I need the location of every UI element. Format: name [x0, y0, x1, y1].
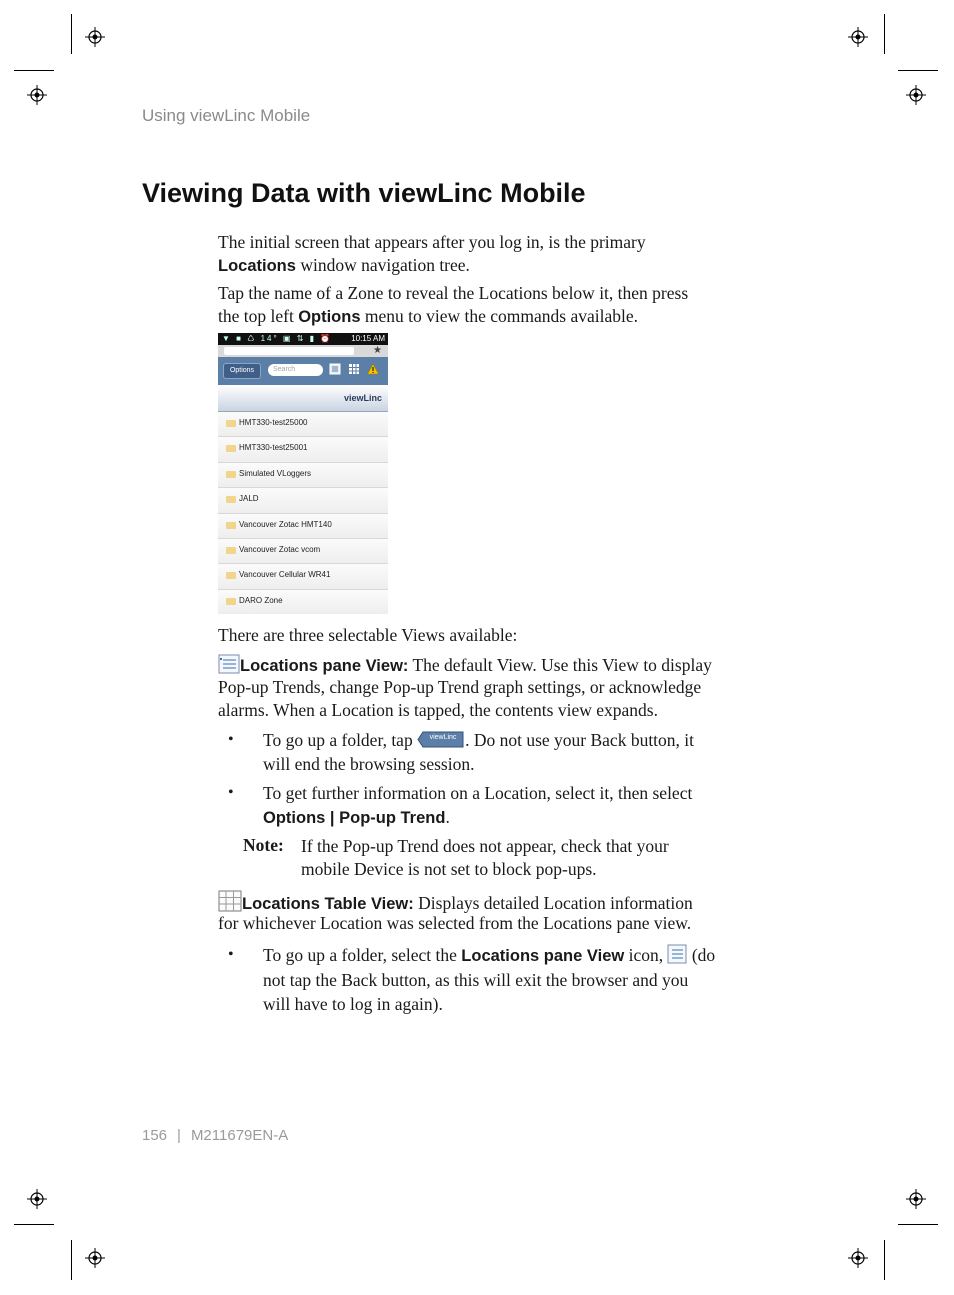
pane-view-icon	[667, 944, 687, 964]
location-label: Vancouver Zotac HMT140	[239, 519, 332, 529]
views-intro: There are three selectable Views available:	[218, 625, 518, 645]
status-icons: ▼ ■ ♺ 14° ▣ ⇅ ▮ ⏰	[222, 334, 333, 343]
pane-view-description	[218, 654, 778, 722]
pane-bullet-2	[263, 781, 763, 830]
intro-text: The initial screen that appears after you log in, is the primary	[218, 232, 646, 252]
location-row[interactable]	[218, 590, 388, 614]
registration-mark-icon	[27, 1189, 47, 1209]
brand-bar	[218, 385, 388, 412]
status-bar	[218, 333, 388, 345]
bullet-text: will end the browsing session.	[263, 754, 475, 774]
folder-icon	[226, 445, 236, 452]
crop-line	[71, 1240, 72, 1280]
location-row[interactable]	[218, 564, 388, 589]
crop-line	[898, 1224, 938, 1225]
folder-icon	[226, 547, 236, 554]
location-row[interactable]	[218, 437, 388, 462]
viewlinc-button-label: viewLinc	[429, 734, 457, 741]
bullet-text: icon,	[624, 945, 668, 965]
document-id: M211679EN-A	[190, 1127, 289, 1144]
location-row[interactable]	[218, 539, 388, 564]
pane-view-text: Pop-up Trends, change Pop-up Trend graph settings, or acknowledge	[218, 677, 702, 697]
location-label: DARO Zone	[239, 595, 283, 605]
pane-bullet-1	[263, 728, 763, 776]
registration-mark-icon	[906, 85, 926, 105]
location-row[interactable]	[218, 412, 388, 437]
bullet-marker: •	[228, 946, 234, 963]
folder-icon	[226, 420, 236, 427]
registration-mark-icon	[85, 1248, 105, 1268]
folder-icon	[226, 598, 236, 605]
table-view-label: Locations Table View:	[242, 895, 414, 913]
bullet-text: not tap the Back button, as this will exit the browser and you	[263, 970, 689, 990]
location-label: HMT330-test25001	[239, 443, 308, 453]
pane-view-icon[interactable]	[329, 363, 341, 375]
note-text	[301, 835, 761, 881]
folder-icon	[226, 572, 236, 579]
pane-view-label: Locations pane View:	[240, 657, 409, 675]
folder-icon	[226, 471, 236, 478]
footer-separator: |	[177, 1127, 181, 1144]
folder-icon	[226, 496, 236, 503]
page-title: Viewing Data with viewLinc Mobile	[142, 178, 586, 208]
crop-line	[14, 1224, 54, 1225]
bullet-text: .	[445, 807, 450, 827]
registration-mark-icon	[27, 85, 47, 105]
table-view-icon	[218, 890, 242, 912]
options-button[interactable]: Options	[223, 363, 261, 379]
crop-line	[71, 14, 72, 54]
intro-paragraph-2	[218, 282, 778, 329]
address-bar[interactable]	[218, 345, 388, 357]
crop-line	[884, 14, 885, 54]
locations-list	[218, 412, 388, 614]
bold-term: Locations	[218, 257, 296, 275]
registration-mark-icon	[85, 27, 105, 47]
location-row[interactable]	[218, 463, 388, 488]
location-label: JALD	[239, 494, 259, 504]
note-line: mobile Device is not set to block pop-ups.	[301, 859, 597, 879]
bullet-text: (do	[687, 945, 716, 965]
bullet-text: will have to log in again).	[263, 994, 443, 1014]
star-icon[interactable]: ★	[373, 345, 382, 356]
bullet-text: To get further information on a Location, select it, then select	[263, 783, 693, 803]
url-field[interactable]	[224, 347, 354, 355]
pane-view-icon	[218, 654, 240, 674]
bullet-marker: •	[228, 784, 234, 801]
registration-mark-icon	[906, 1189, 926, 1209]
folder-icon	[226, 522, 236, 529]
location-row[interactable]	[218, 488, 388, 513]
table-view-text: Displays detailed Location information	[413, 893, 693, 913]
intro-paragraph-1	[218, 231, 778, 278]
table-bullet-1	[263, 943, 763, 1016]
bold-term: Locations pane View	[461, 947, 625, 965]
location-label: Vancouver Zotac vcom	[239, 544, 321, 554]
running-header: Using viewLinc Mobile	[142, 106, 311, 125]
viewlinc-back-button[interactable]	[417, 731, 465, 748]
table-view-description	[218, 890, 778, 935]
registration-mark-icon	[848, 1248, 868, 1268]
intro-text: window navigation tree.	[295, 255, 470, 275]
pane-view-text: The default View. Use this View to display	[408, 655, 712, 675]
crop-line	[884, 1240, 885, 1280]
intro-text: menu to view the commands available.	[360, 306, 639, 326]
bullet-text: To go up a folder, select the	[263, 945, 462, 965]
brand-logo: viewLinc	[343, 393, 382, 403]
status-time: 10:15 AM	[351, 334, 385, 343]
location-label: HMT330-test25000	[239, 418, 308, 427]
pane-view-text: alarms. When a Location is tapped, the contents view expands.	[218, 700, 658, 720]
mobile-screenshot	[218, 333, 388, 614]
app-toolbar	[218, 357, 388, 385]
note-line: If the Pop-up Trend does not appear, check that your	[301, 836, 669, 856]
bold-term: Options	[298, 308, 361, 326]
table-view-icon[interactable]	[348, 363, 360, 375]
location-label: Vancouver Cellular WR41	[239, 570, 331, 580]
crop-line	[898, 70, 938, 71]
location-label: Simulated VLoggers	[239, 468, 312, 478]
intro-text: Tap the name of a Zone to reveal the Locations below it, then press	[218, 283, 689, 303]
bullet-marker: •	[228, 731, 234, 748]
intro-text: the top left	[218, 306, 299, 326]
bold-term: Options | Pop-up Trend	[263, 809, 446, 827]
page-footer	[142, 1127, 298, 1144]
crop-line	[14, 70, 54, 71]
registration-mark-icon	[848, 27, 868, 47]
note-label: Note:	[243, 835, 284, 855]
search-placeholder: Search	[273, 366, 296, 373]
location-row[interactable]	[218, 514, 388, 539]
bullet-text: To go up a folder, tap	[263, 730, 418, 750]
search-input[interactable]	[268, 364, 323, 376]
page-number: 156	[142, 1127, 168, 1144]
table-view-text: for whichever Location was selected from the Locations pane view.	[218, 913, 692, 933]
alert-icon[interactable]	[367, 363, 379, 375]
bullet-text: . Do not use your Back button, it	[465, 730, 695, 750]
status-temperature: 14°	[260, 334, 279, 343]
